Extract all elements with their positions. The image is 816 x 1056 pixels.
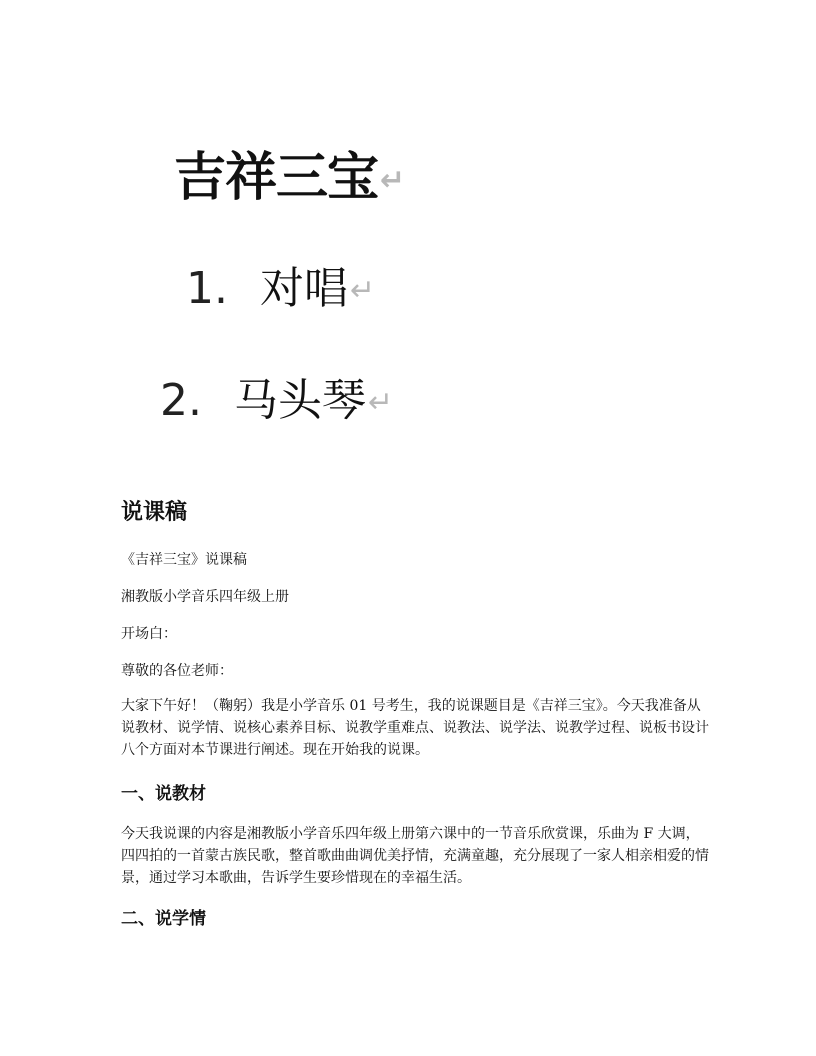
paragraph-mark-icon: ↵ xyxy=(368,385,394,420)
list-text: 马头琴 xyxy=(234,375,366,426)
song-title-text: 吉祥三宝 xyxy=(174,148,379,208)
section-heading-students: 二、说学情 xyxy=(121,909,206,929)
list-item-2 xyxy=(160,374,393,430)
paragraph-mark-icon: ↵ xyxy=(380,163,405,198)
list-number: 1. xyxy=(186,263,228,314)
paragraph-greeting: 尊敬的各位老师： xyxy=(121,663,233,679)
paragraph-intro: 大家下午好！（鞠躬）我是小学音乐 01 号考生，我的说课题目是《吉祥三宝》。今天我准备从说教材、说学情、说核心素养目标、说教学重难点、说教法、说学法、说教学过程、说板书设计八个方面对本节课进行阐述。现在开始我的说课。 xyxy=(121,698,709,758)
list-number: 2. xyxy=(160,375,202,426)
list-text: 对唱 xyxy=(260,263,348,314)
document-heading: 说课稿 xyxy=(121,500,188,525)
paragraph-textbook: 湘教版小学音乐四年级上册 xyxy=(121,589,289,605)
section-heading-textbook: 一、说教材 xyxy=(121,784,206,804)
paragraph-opening: 开场白： xyxy=(121,626,177,642)
paragraph-textbook-body: 今天我说课的内容是湘教版小学音乐四年级上册第六课中的一节音乐欣赏课，乐曲为 F 大调，四四拍的一首蒙古族民歌，整首歌曲曲调优美抒情，充满童趣，充分展现了一家人相亲相爱的情景，通过学习本歌曲，告诉学生要珍惜现在的幸福生活。 xyxy=(121,826,709,886)
list-item-1 xyxy=(186,262,375,318)
paragraph-doc-title: 《吉祥三宝》说课稿 xyxy=(121,552,247,568)
paragraph-mark-icon: ↵ xyxy=(350,273,376,308)
song-title xyxy=(174,148,404,211)
